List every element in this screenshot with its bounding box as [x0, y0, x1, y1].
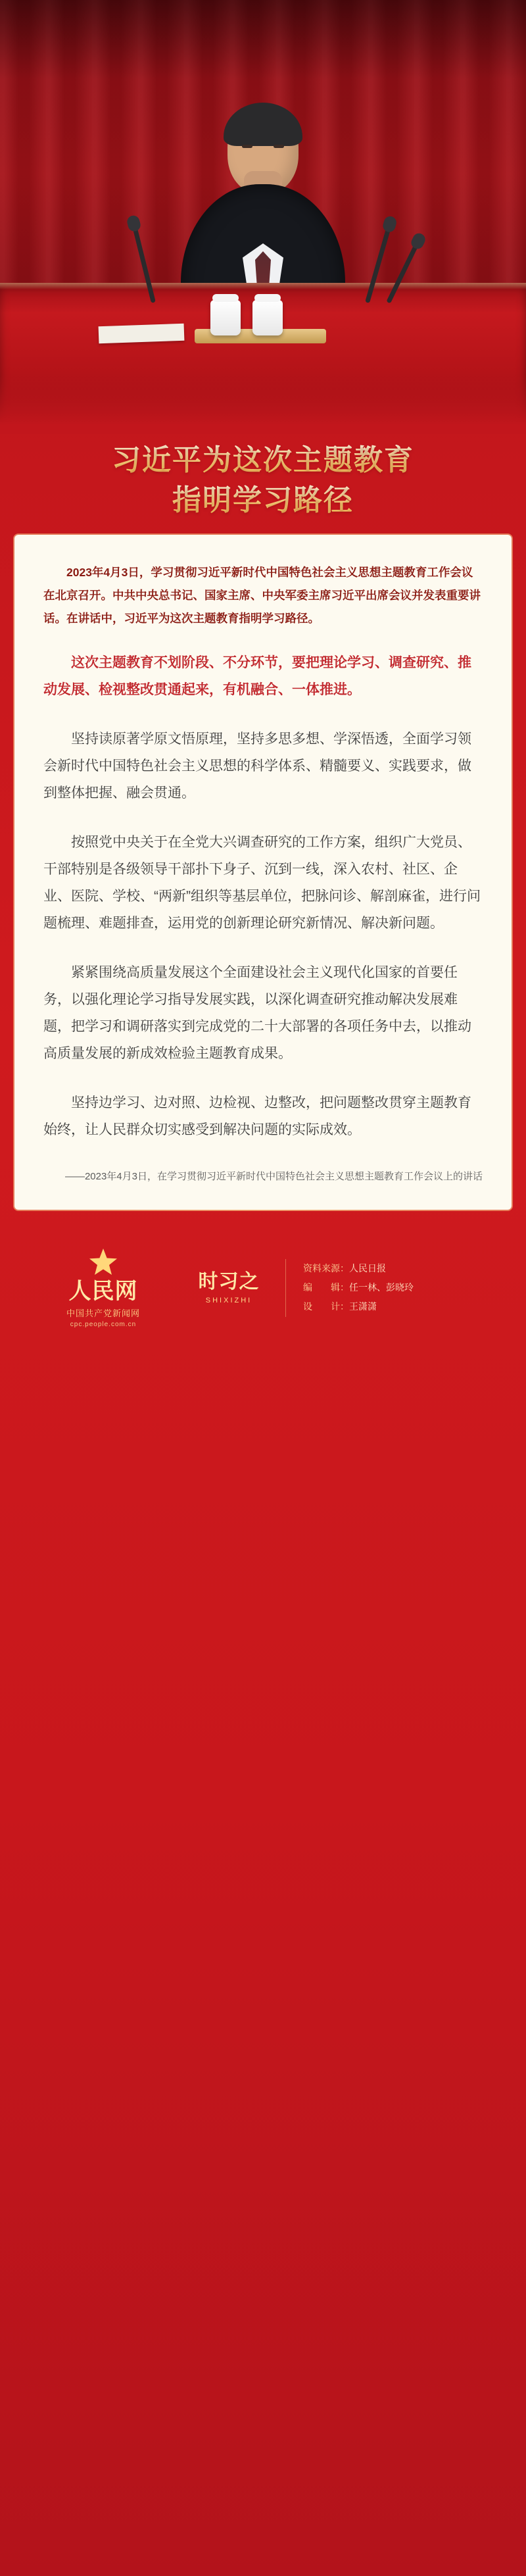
title-line-2: 指明学习路径 [0, 481, 526, 521]
credit-row [303, 1278, 492, 1297]
column-brand-badge [189, 1271, 268, 1304]
bottom-spacer [0, 1350, 526, 1368]
article-paragraph: 紧紧围绕高质量发展这个全面建设社会主义现代化国家的首要任务，以强化理论学习指导发展实践，以深化调查研究推动解决发展难题，把学习和调研落实到完成党的二十大部署的各项任务中去，以推动高质量发展的新成效检验主题教育成果。 [43, 964, 471, 1061]
credit-row [303, 1259, 492, 1278]
site-logo[interactable] [34, 1247, 172, 1328]
curtain-shadow [0, 0, 526, 79]
teacup-icon [210, 300, 241, 335]
photo-fade-overlay [0, 375, 526, 434]
teacup-icon [252, 300, 283, 335]
article-paragraph: 坚持边学习、边对照、边检视、边整改，把问题整改贯穿主题教育始终，让人民群众切实感受到解决问题的实际成效。 [43, 1095, 471, 1137]
credit-row [303, 1297, 492, 1316]
header-photo [0, 0, 526, 434]
star-icon [88, 1247, 118, 1276]
credits-block [285, 1259, 492, 1317]
speaker-eye-left [242, 145, 252, 148]
column-brand-pinyin: SHIXIZHI [205, 1297, 252, 1305]
article-highlight: 这次主题教育不划阶段、不分环节，要把理论学习、调查研究、推动发展、检视整改贯通起来，有机融合、一体推进。 [43, 655, 471, 698]
page-title [0, 434, 526, 535]
site-logo-subtitle: 中国共产党新闻网 [66, 1308, 140, 1319]
article-paragraph: 坚持读原著学原文悟原理，坚持多思多想、学深悟透，全面学习领会新时代中国特色社会主义思想的科学体系、精髓要义、实践要求，做到整体把握、融会贯通。 [43, 731, 471, 801]
footer [14, 1230, 512, 1350]
credit-value: 人民日报 [349, 1262, 386, 1274]
credit-key: 编 辑： [303, 1282, 349, 1293]
title-line-1: 习近平为这次主题教育 [0, 441, 526, 481]
article-card [14, 535, 512, 1210]
site-logo-url: cpc.people.com.cn [70, 1321, 137, 1329]
article-lede: 2023年4月3日，学习贯彻习近平新时代中国特色社会主义思想主题教育工作会议在北京召开。中共中央总书记、国家主席、中央军委主席习近平出席会议并发表重要讲话。在讲话中，习近平为这次主题教育指明学习路径。 [43, 566, 481, 626]
article-source-note: ——2023年4月3日，在学习贯彻习近平新时代中国特色社会主义思想主题教育工作会议上的讲话 [64, 1170, 483, 1182]
column-brand-name: 时习之 [198, 1271, 260, 1293]
credit-key: 资料来源： [303, 1262, 349, 1274]
article-paragraph: 按照党中央关于在全党大兴调查研究的工作方案，组织广大党员、干部特别是各级领导干部扑下身子、沉到一线，深入农村、社区、企业、医院、学校、“两新”组织等基层单位，把脉问诊、解剖麻雀，进行问题梳理、难题排查，运用党的创新理论研究新情况、解决新问题。 [43, 835, 481, 931]
speaker-eye-right [274, 145, 284, 148]
document-icon [99, 324, 185, 344]
credit-value: 任一林、彭晓玲 [349, 1282, 414, 1293]
site-logo-name: 人民网 [68, 1279, 138, 1304]
credit-key: 设 计： [303, 1301, 349, 1312]
credit-value: 王潇潇 [349, 1301, 377, 1312]
